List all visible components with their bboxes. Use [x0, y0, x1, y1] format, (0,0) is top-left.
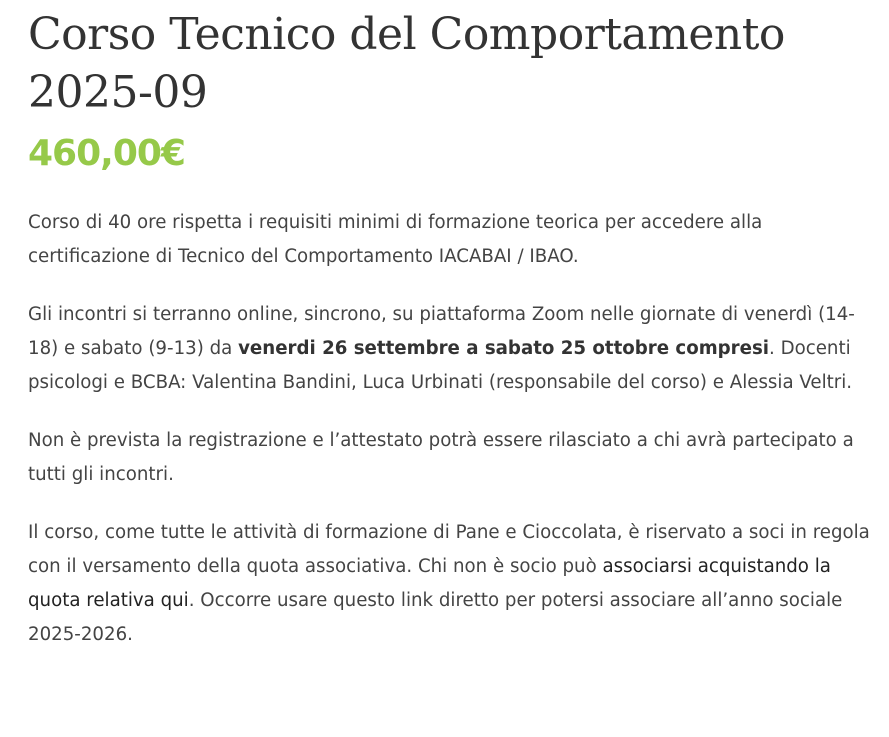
- membership-link[interactable]: associarsi acquistando la quota relativa qui: [28, 556, 831, 611]
- description-paragraph-1: Corso di 40 ore rispetta i requisiti minimi di formazione teorica per accedere alla certificazione di Tecnico del Comportamento IACABAI / IBAO.: [28, 212, 763, 267]
- description-paragraph-3: Non è prevista la registrazione e l’attestato potrà essere rilasciato a chi avrà partecipato a tutti gli incontri.: [28, 430, 854, 485]
- product-price: 460,00€: [28, 133, 185, 174]
- product-title: [28, 6, 878, 122]
- description-paragraph-2-text-b: . Docenti psicologi e BCBA: Valentina Bandini, Luca Urbinati (responsabile del corso) e Alessia Veltri.: [28, 338, 853, 393]
- description-paragraph-4-text-a: Il corso, come tutte le attività di formazione di Pane e Cioccolata, è riservato a soci in regola con il versamento della quota associativa. Chi non è socio può: [28, 522, 870, 577]
- product-title-line1: Corso Tecnico del Comportamento: [28, 9, 785, 60]
- product-title-line2: 2025-09: [28, 67, 208, 118]
- product-summary: [28, 6, 878, 676]
- description-paragraph-2-text-a: Gli incontri si terranno online, sincrono, su piattaforma Zoom nelle giornate di venerdì (14-18) e sabato (9-13) da: [28, 304, 855, 359]
- description-paragraph-4: [28, 516, 878, 652]
- description-paragraph-4-text-b: . Occorre usare questo link diretto per potersi associare all’anno sociale 2025-2026.: [28, 590, 843, 645]
- description-paragraph-2: [28, 298, 878, 400]
- product-description: [28, 206, 878, 652]
- description-dates-highlight: venerdi 26 settembre a sabato 25 ottobre compresi: [238, 338, 770, 359]
